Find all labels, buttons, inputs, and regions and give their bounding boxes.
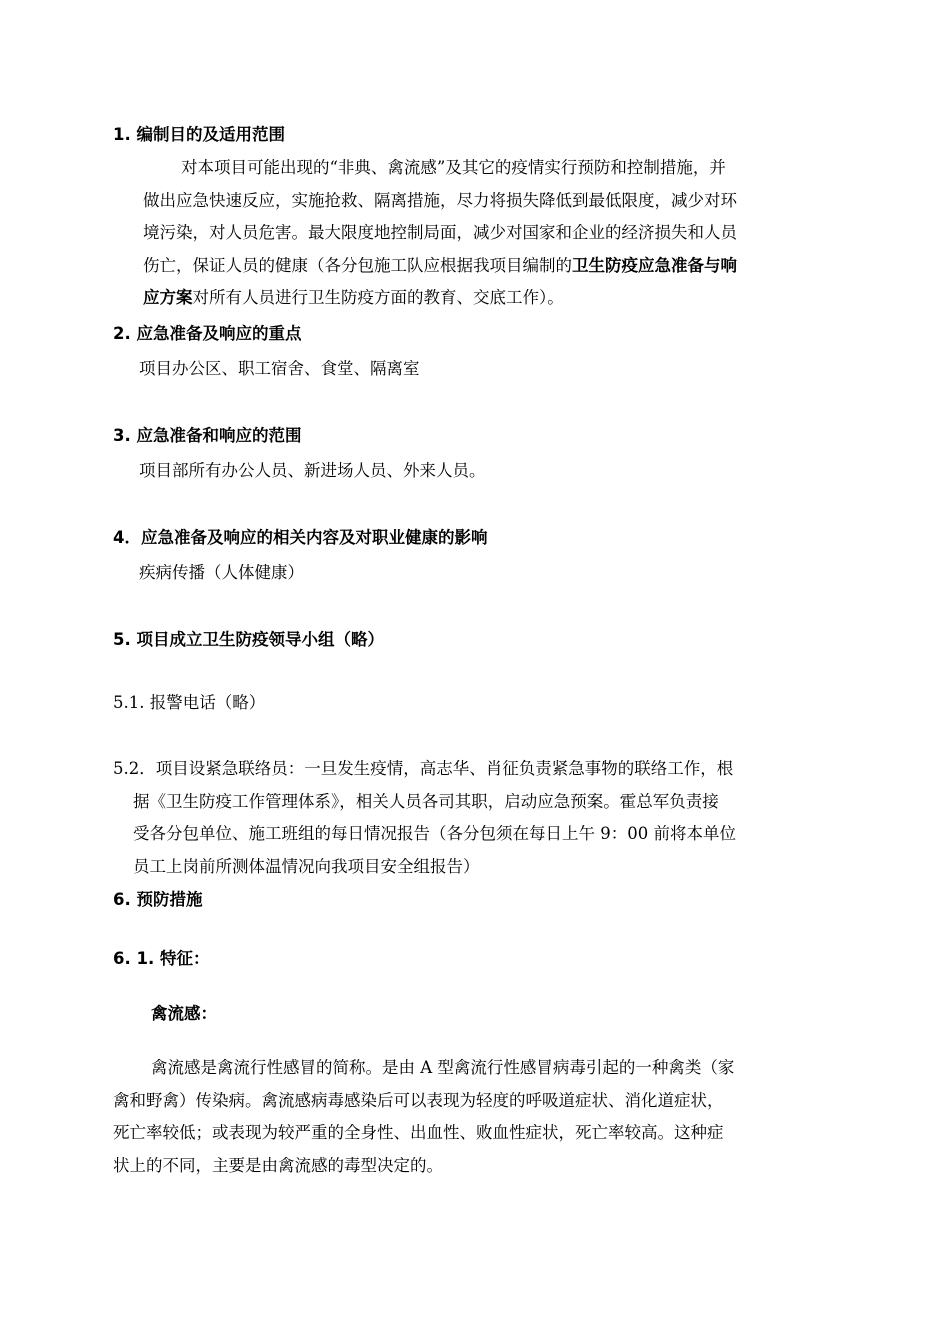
section-5-2-line-3: 受各分包单位、施工班组的每日情况报告（各分包须在每日上午 9：00 前将本单位 (133, 824, 736, 843)
section-2-heading: 2. 应急准备及响应的重点 (113, 324, 302, 343)
section-3-text: 项目部所有办公人员、新进场人员、外来人员。 (139, 461, 486, 480)
section-1-line-5 (143, 282, 737, 315)
section-4-heading: 4．应急准备及响应的相关内容及对职业健康的影响 (113, 528, 488, 547)
bird-flu-line-4: 状上的不同，主要是由禽流感的毒型决定的。 (113, 1155, 443, 1175)
section-5-2-body (113, 753, 736, 883)
section-1-line-4 (143, 250, 737, 283)
section-3-heading: 3. 应急准备和响应的范围 (113, 426, 302, 445)
section-1-line-2: 做出应急快速反应，实施抢救、隔离措施，尽力将损失降低到最低限度，减少对环 (143, 190, 737, 210)
section-4-text: 疾病传播（人体健康） (139, 563, 304, 582)
bird-flu-subheading: 禽流感： (151, 1004, 217, 1023)
section-6-1-heading: 6. 1. 特征： (113, 949, 210, 968)
plan-title-part-1: 卫生防疫应急准备与响 (572, 255, 737, 275)
section-1-heading: 1. 编制目的及适用范围 (113, 125, 285, 144)
section-5-1-text: 5.1. 报警电话（略） (113, 693, 266, 712)
section-5-2-line-2: 据《卫生防疫工作管理体系》，相关人员各司其职，启动应急预案。霍总军负责接 (133, 791, 719, 811)
section-2-text: 项目办公区、职工宿舍、食堂、隔离室 (139, 359, 420, 378)
bird-flu-line-2: 禽和野禽）传染病。禽流感病毒感染后可以表现为轻度的呼吸道症状、消化道症状， (113, 1090, 724, 1110)
section-1-line-4-text: 伤亡，保证人员的健康（各分包施工队应根据我项目编制的 (143, 255, 572, 275)
bird-flu-line-1: 禽流感是禽流行性感冒的简称。是由 A 型禽流行性感冒病毒引起的一种禽类（家 (151, 1058, 735, 1077)
plan-title-part-2: 应方案 (143, 288, 193, 307)
bird-flu-body (113, 1052, 734, 1182)
section-1-line-3: 境污染，对人员危害。最大限度地控制局面，减少对国家和企业的经济损失和人员 (143, 223, 737, 242)
section-5-heading: 5. 项目成立卫生防疫领导小组（略） (113, 630, 384, 649)
section-6-heading: 6. 预防措施 (113, 890, 203, 909)
bird-flu-line-3: 死亡率较低；或表现为较严重的全身性、出血性、败血性症状，死亡率较高。这种症 (113, 1123, 724, 1142)
section-1-line-5-text: 对所有人员进行卫生防疫方面的教育、交底工作）。 (192, 288, 564, 307)
section-1-line-1: 对本项目可能出现的“非典、禽流感”及其它的疫情实行预防和控制措施，并 (181, 158, 726, 177)
section-1-body (143, 152, 737, 315)
section-5-2-line-4: 员工上岗前所测体温情况向我项目安全组报告） (133, 856, 480, 876)
section-5-2-line-1: 5.2．项目设紧急联络员：一旦发生疫情，高志华、肖征负责紧急事物的联络工作，根 (113, 759, 734, 778)
